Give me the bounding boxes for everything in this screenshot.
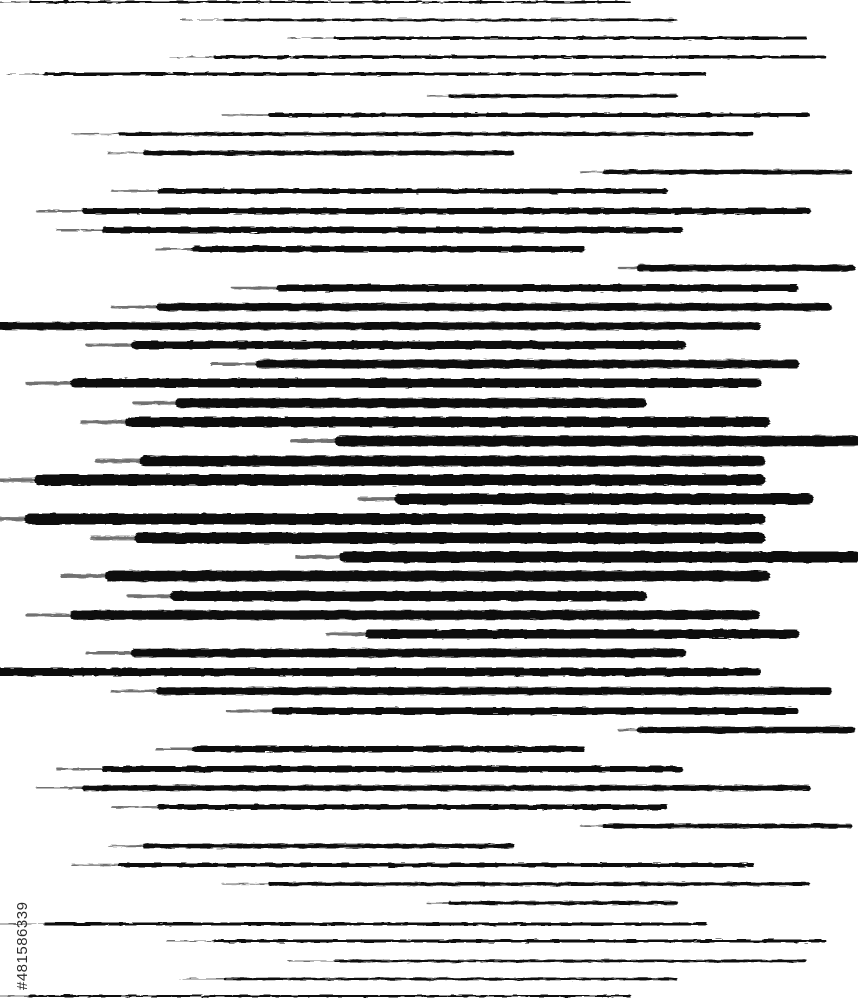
streak-lines (0, 2, 855, 996)
stock-id-watermark: #481586339 (14, 901, 31, 990)
